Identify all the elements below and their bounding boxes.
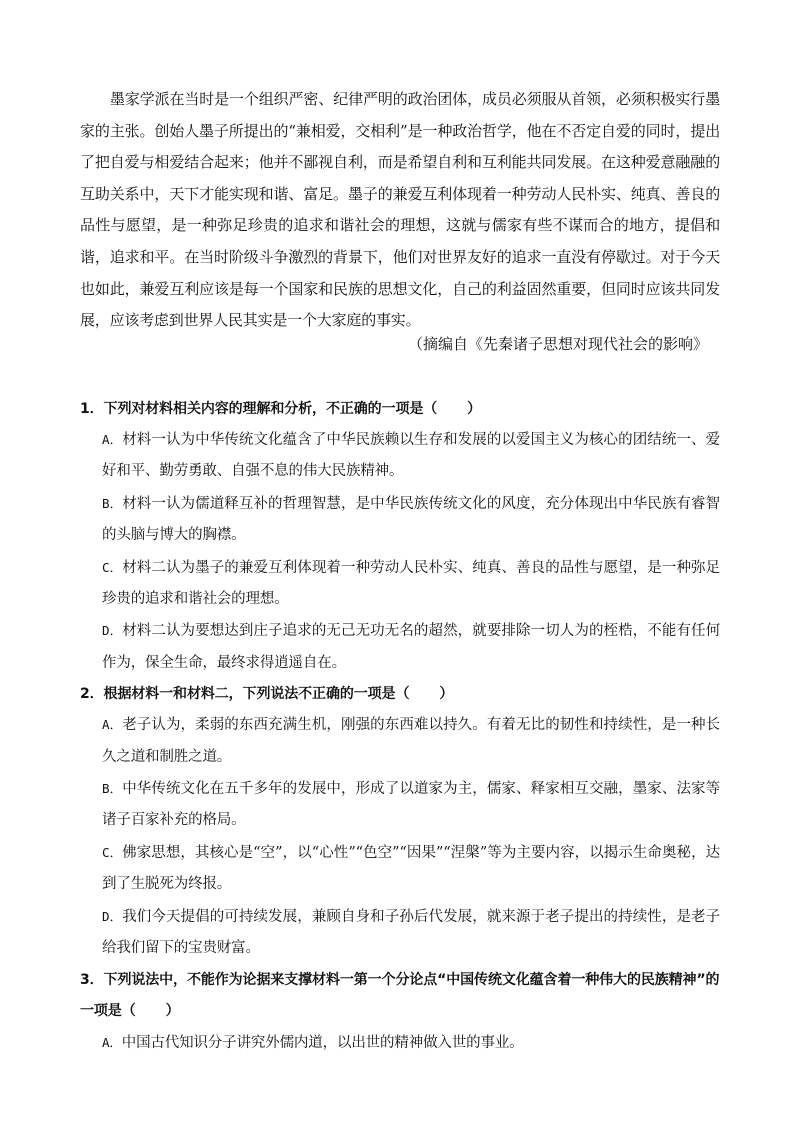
option-d[interactable] (80, 901, 720, 965)
question-list (80, 394, 720, 1059)
option-a[interactable] (80, 709, 720, 773)
question-text: 下列说法中，不能作为论据来支撑材料一第一个分论点“中国传统文化蕴含着一种伟大的民族精神”的一项是（ (80, 971, 720, 1019)
option-letter: A． (102, 432, 123, 447)
option-letter: B． (102, 781, 123, 797)
option-text: 中华传统文化在五千多年的发展中，形成了以道家为主，儒家、释家相互交融，墨家、法家等诸子百家补充的格局。 (102, 781, 720, 829)
option-text: 佛家思想，其核心是“空”，以“心性”“色空”“因果”“涅槃”等为主要内容，以揭示生命奥秘，达到了生脱死为终报。 (102, 844, 720, 893)
question-2 (80, 679, 720, 964)
question-number: 3． (80, 971, 104, 988)
option-text: 材料一认为中华传统文化蕴含了中华民族赖以生存和发展的以爱国主义为核心的团结统一、爱好和平、勤劳勇敢、自强不息的伟大民族精神。 (102, 432, 720, 480)
option-letter: D． (102, 908, 123, 924)
option-a[interactable] (80, 1027, 720, 1059)
option-letter: C． (102, 844, 123, 860)
question-number: 1． (80, 401, 104, 417)
option-text: 材料二认为要想达到庄子追求的无己无功无名的超然，就要排除一切人为的桎梏，不能有任何作为，保全生命，最终求得逍遥自在。 (102, 623, 720, 671)
question-text: 根据材料一和材料二，下列说法不正确的一项是（ (103, 686, 410, 703)
option-letter: D． (102, 623, 123, 639)
question-text-end: ） (165, 1002, 180, 1019)
option-text: 我们今天提倡的可持续发展，兼顾自身和子孙后代发展，就来源于老子提出的持续性，是老子给我们留下的宝贵财富。 (102, 908, 720, 957)
option-letter: A． (102, 717, 123, 733)
question-3 (80, 965, 720, 1059)
option-b[interactable] (80, 773, 720, 837)
question-text-end: ） (467, 401, 482, 417)
option-text: 材料二认为墨子的兼爱互利体现着一种劳动人民朴实、纯真、善良的品性与愿望，是一种弥足珍贵的追求和谐社会的理想。 (102, 559, 720, 608)
passage-source: （摘编自《先秦诸子思想对现代社会的影响》 (407, 335, 708, 353)
passage-paragraph: 墨家学派在当时是一个组织严密、纪律严明的政治团体，成员必须服从首领，必须积极实行墨家的主张。创始人墨子所提出的“兼相爱，交相利”是一种政治哲学，他在不否定自爱的同时，提出了把自爱与相爱结合起来；他并不鄙视自利，而是希望自利和互利能共同发展。在这种爱意融融的互助关系中，天下才能实现和谐、富足。墨子的兼爱互利体现着一种劳动人民朴实、纯真、善良的品性与愿望，是一种弥足珍贵的追求和谐社会的理想，这就与儒家有些不谋而合的地方，提倡和谐，追求和平。在当时阶级斗争激烈的背景下，他们对世界友好的追求一直没有停歇过。对于今天也如此，兼爱互利应该是每一个国家和民族的思想文化，自己的利益固然重要，但同时应该共同发展，应该考虑到世界人民其实是一个大家庭的事实。 (80, 90, 720, 330)
question-1 (80, 394, 720, 679)
question-stem (80, 965, 720, 1027)
question-text: 下列对材料相关内容的理解和分析，不正确的一项是（ (103, 401, 438, 417)
option-b[interactable] (80, 488, 720, 552)
option-text: 老子认为，柔弱的东西充满生机，刚强的东西难以持久。有着无比的韧性和持续性，是一种长久之道和制胜之道。 (102, 717, 720, 765)
option-c[interactable] (80, 552, 720, 616)
option-d[interactable] (80, 615, 720, 679)
option-letter: B． (102, 495, 123, 511)
option-letter: C． (102, 559, 123, 575)
question-number: 2． (80, 686, 104, 703)
option-text: 材料一认为儒道释互补的哲理智慧，是中华民族传统文化的风度，充分体现出中华民族有睿智的头脑与博大的胸襟。 (102, 495, 720, 544)
option-c[interactable] (80, 837, 720, 901)
option-a[interactable] (80, 424, 720, 488)
option-text: 中国古代知识分子讲究外儒内道，以出世的精神做入世的事业。 (121, 1034, 524, 1051)
question-stem (80, 394, 720, 424)
question-stem (80, 679, 720, 709)
option-letter: A． (102, 1034, 122, 1050)
question-text-end: ） (439, 686, 454, 703)
